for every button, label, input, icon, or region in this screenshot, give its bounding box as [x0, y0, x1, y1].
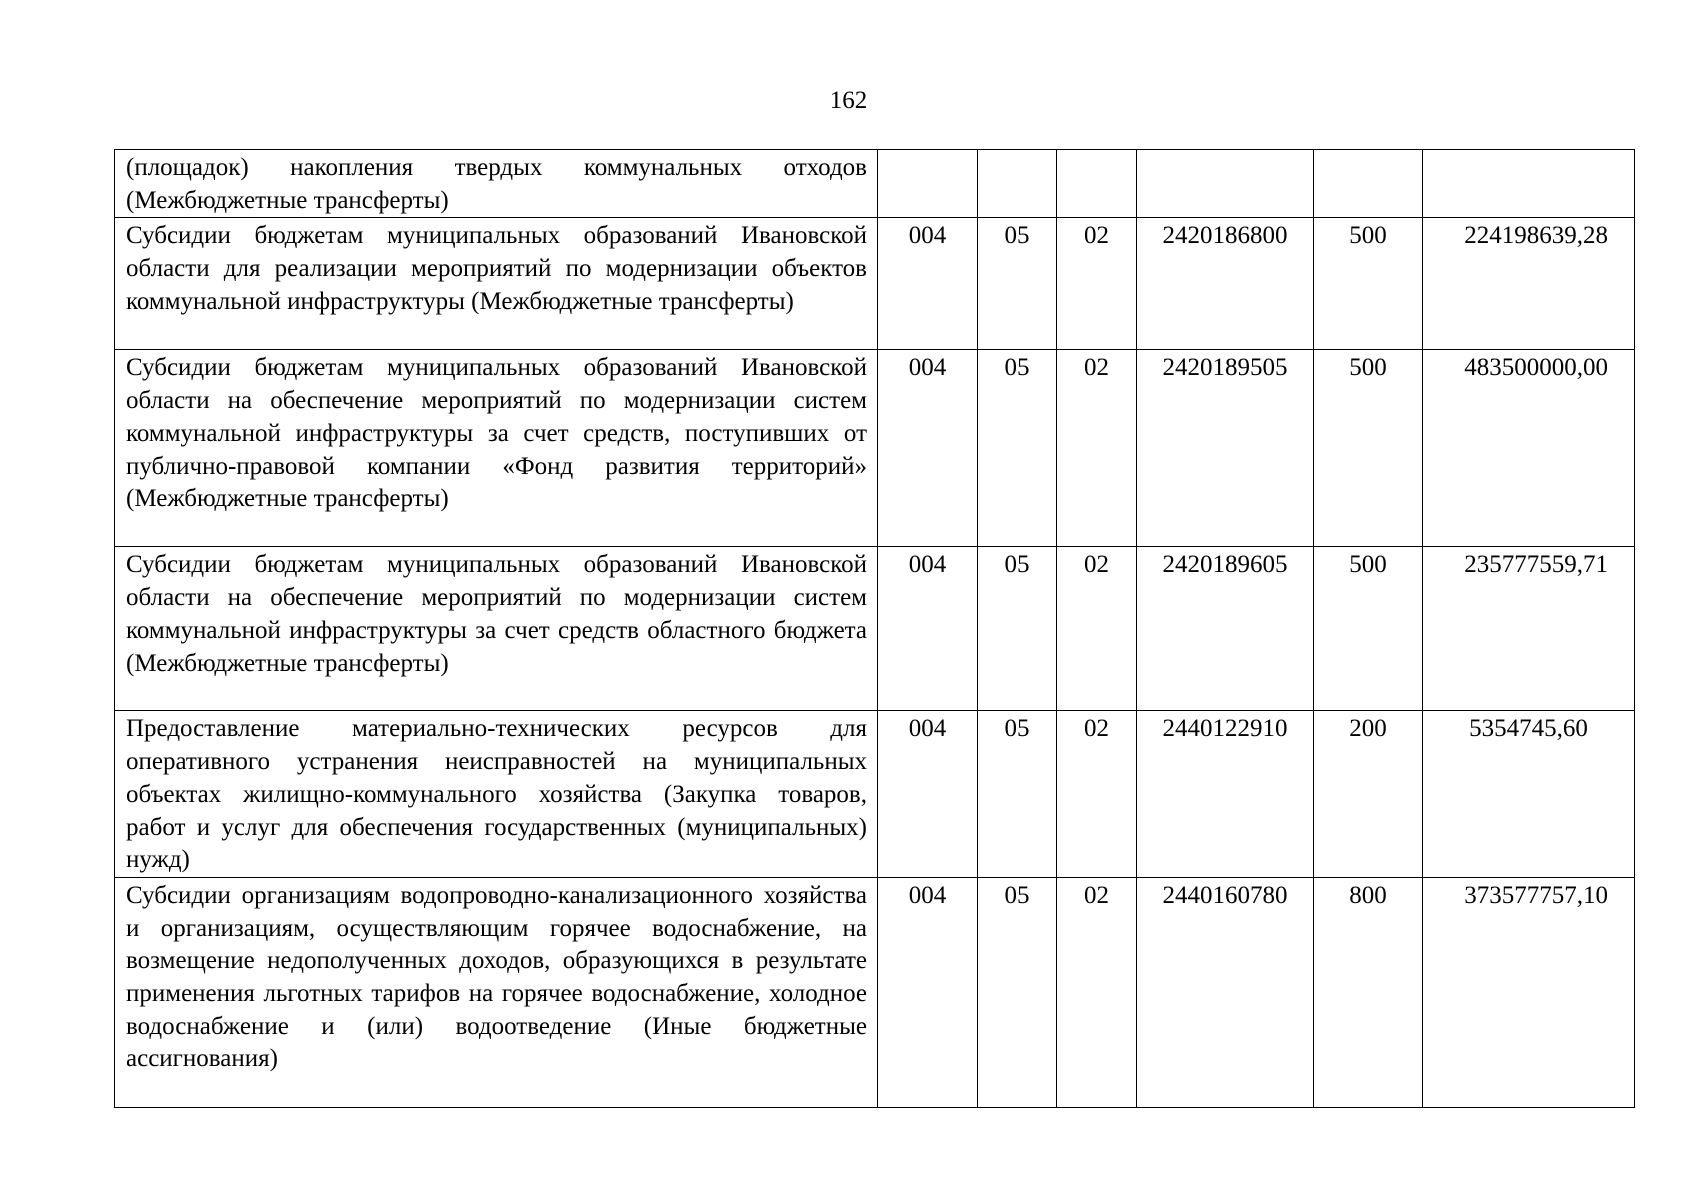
table-row — [115, 350, 1635, 547]
target-article-code: 2440160780 — [1137, 877, 1314, 1107]
section-code: 05 — [978, 350, 1057, 547]
section-code: 05 — [978, 218, 1057, 350]
amount: 483500000,00 — [1423, 350, 1635, 547]
ministry-code: 004 — [878, 711, 978, 878]
row-description: Предоставление материально-технических ресурсов для оперативного устранения неисправностей на муниципальных объектах жилищно-коммунального хозяйства (Закупка товаров, работ и услуг для обеспечения государственных (муниципальных) нужд) — [115, 711, 878, 878]
subsection-code: 02 — [1057, 547, 1137, 711]
ministry-code: 004 — [878, 350, 978, 547]
ministry-code — [878, 150, 978, 218]
row-description: Субсидии бюджетам муниципальных образований Ивановской области на обеспечение мероприятий по модернизации систем коммунальной инфраструктуры за счет средств областного бюджета (Межбюджетные трансферты) — [115, 547, 878, 711]
section-code: 05 — [978, 711, 1057, 878]
table-row — [115, 218, 1635, 350]
ministry-code: 004 — [878, 547, 978, 711]
ministry-code: 004 — [878, 218, 978, 350]
subsection-code: 02 — [1057, 218, 1137, 350]
expense-type-code: 800 — [1314, 877, 1423, 1107]
section-code: 05 — [978, 877, 1057, 1107]
subsection-code — [1057, 150, 1137, 218]
row-description: Субсидии бюджетам муниципальных образований Ивановской области на обеспечение мероприятий по модернизации систем коммунальной инфраструктуры за счет средств, поступивших от публично-правовой компании «Фонд развития территорий» (Межбюджетные трансферты) — [115, 350, 878, 547]
row-description: Субсидии бюджетам муниципальных образований Ивановской области для реализации мероприятий по модернизации объектов коммунальной инфраструктуры (Межбюджетные трансферты) — [115, 218, 878, 350]
row-description: Субсидии организациям водопроводно-канализационного хозяйства и организациям, осуществляющим горячее водоснабжение, на возмещение недополученных доходов, образующихся в результате применения льготных тарифов на горячее водоснабжение, холодное водоснабжение и (или) водоотведение (Иные бюджетные ассигнования) — [115, 877, 878, 1107]
amount: 5354745,60 — [1423, 711, 1635, 878]
target-article-code: 2440122910 — [1137, 711, 1314, 878]
expense-type-code — [1314, 150, 1423, 218]
section-code: 05 — [978, 547, 1057, 711]
target-article-code: 2420186800 — [1137, 218, 1314, 350]
subsection-code: 02 — [1057, 350, 1137, 547]
section-code — [978, 150, 1057, 218]
subsection-code: 02 — [1057, 877, 1137, 1107]
amount — [1423, 150, 1635, 218]
expense-type-code: 200 — [1314, 711, 1423, 878]
page-number: 162 — [829, 87, 868, 114]
budget-table — [114, 149, 1635, 1108]
subsection-code: 02 — [1057, 711, 1137, 878]
expense-type-code: 500 — [1314, 350, 1423, 547]
target-article-code — [1137, 150, 1314, 218]
amount: 235777559,71 — [1423, 547, 1635, 711]
table-row — [115, 711, 1635, 878]
expense-type-code: 500 — [1314, 218, 1423, 350]
target-article-code: 2420189605 — [1137, 547, 1314, 711]
row-description: (площадок) накопления твердых коммунальных отходов (Межбюджетные трансферты) — [115, 150, 878, 218]
target-article-code: 2420189505 — [1137, 350, 1314, 547]
amount: 224198639,28 — [1423, 218, 1635, 350]
amount: 373577757,10 — [1423, 877, 1635, 1107]
table-row — [115, 150, 1635, 218]
expense-type-code: 500 — [1314, 547, 1423, 711]
ministry-code: 004 — [878, 877, 978, 1107]
table-row — [115, 877, 1635, 1107]
table-row — [115, 547, 1635, 711]
